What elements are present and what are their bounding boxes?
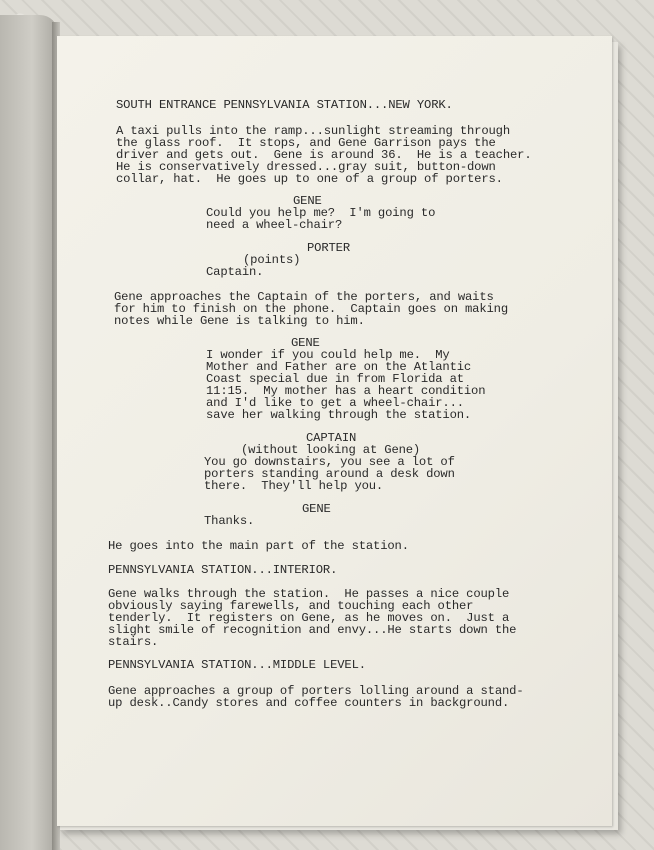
action-line: driver and gets out. Gene is around 36. He is a teacher.	[116, 148, 532, 162]
scene-heading: PENNSYLVANIA STATION...INTERIOR.	[108, 563, 338, 577]
character-name: PORTER	[307, 241, 350, 255]
dialogue-line: Coast special due in from Florida at	[206, 372, 464, 386]
dialogue-line: You go downstairs, you see a lot of	[204, 455, 455, 469]
dialogue-line: save her walking through the station.	[206, 408, 472, 422]
action-line: He goes into the main part of the station.	[108, 539, 409, 553]
character-name: GENE	[293, 194, 322, 208]
action-line: Gene walks through the station. He passes a nice couple	[108, 587, 510, 601]
dialogue-line: and I'd like to get a wheel-chair...	[206, 396, 464, 410]
dialogue-line: Could you help me? I'm going to	[206, 206, 436, 220]
action-line: A taxi pulls into the ramp...sunlight streaming through	[116, 124, 511, 138]
left-page-edge	[0, 15, 58, 850]
scene-heading: SOUTH ENTRANCE PENNSYLVANIA STATION...NEW YORK.	[116, 98, 453, 112]
character-name: GENE	[302, 502, 331, 516]
action-line: the glass roof. It stops, and Gene Garrison pays the	[116, 136, 496, 150]
dialogue-line: porters standing around a desk down	[204, 467, 455, 481]
script-page	[57, 36, 612, 826]
action-line: tenderly. It registers on Gene, as he moves on. Just a	[108, 611, 510, 625]
action-line: stairs.	[108, 635, 159, 649]
action-line: notes while Gene is talking to him.	[114, 314, 365, 328]
dialogue-line: Mother and Father are on the Atlantic	[206, 360, 472, 374]
action-line: for him to finish on the phone. Captain goes on making	[114, 302, 509, 316]
dialogue-line: there. They'll help you.	[204, 479, 384, 493]
action-line: slight smile of recognition and envy...He starts down the	[108, 623, 517, 637]
action-line: He is conservatively dressed...gray suit, button-down	[116, 160, 496, 174]
dialogue-line: I wonder if you could help me. My	[206, 348, 450, 362]
action-line: obviously saying farewells, and touching each other	[108, 599, 474, 613]
dialogue-line: need a wheel-chair?	[206, 218, 343, 232]
action-line: up desk..Candy stores and coffee counters in background.	[108, 696, 510, 710]
character-name: GENE	[291, 336, 320, 350]
action-line: Gene approaches a group of porters lolling around a stand-	[108, 684, 524, 698]
parenthetical: (points)	[243, 253, 301, 267]
scene-heading: PENNSYLVANIA STATION...MIDDLE LEVEL.	[108, 658, 366, 672]
dialogue-line: 11:15. My mother has a heart condition	[206, 384, 486, 398]
parenthetical: (without looking at Gene)	[241, 443, 421, 457]
action-line: Gene approaches the Captain of the porters, and waits	[114, 290, 494, 304]
character-name: CAPTAIN	[306, 431, 357, 445]
dialogue-line: Thanks.	[204, 514, 255, 528]
dialogue-line: Captain.	[206, 265, 264, 279]
action-line: collar, hat. He goes up to one of a group of porters.	[116, 172, 503, 186]
script-text	[57, 36, 612, 710]
